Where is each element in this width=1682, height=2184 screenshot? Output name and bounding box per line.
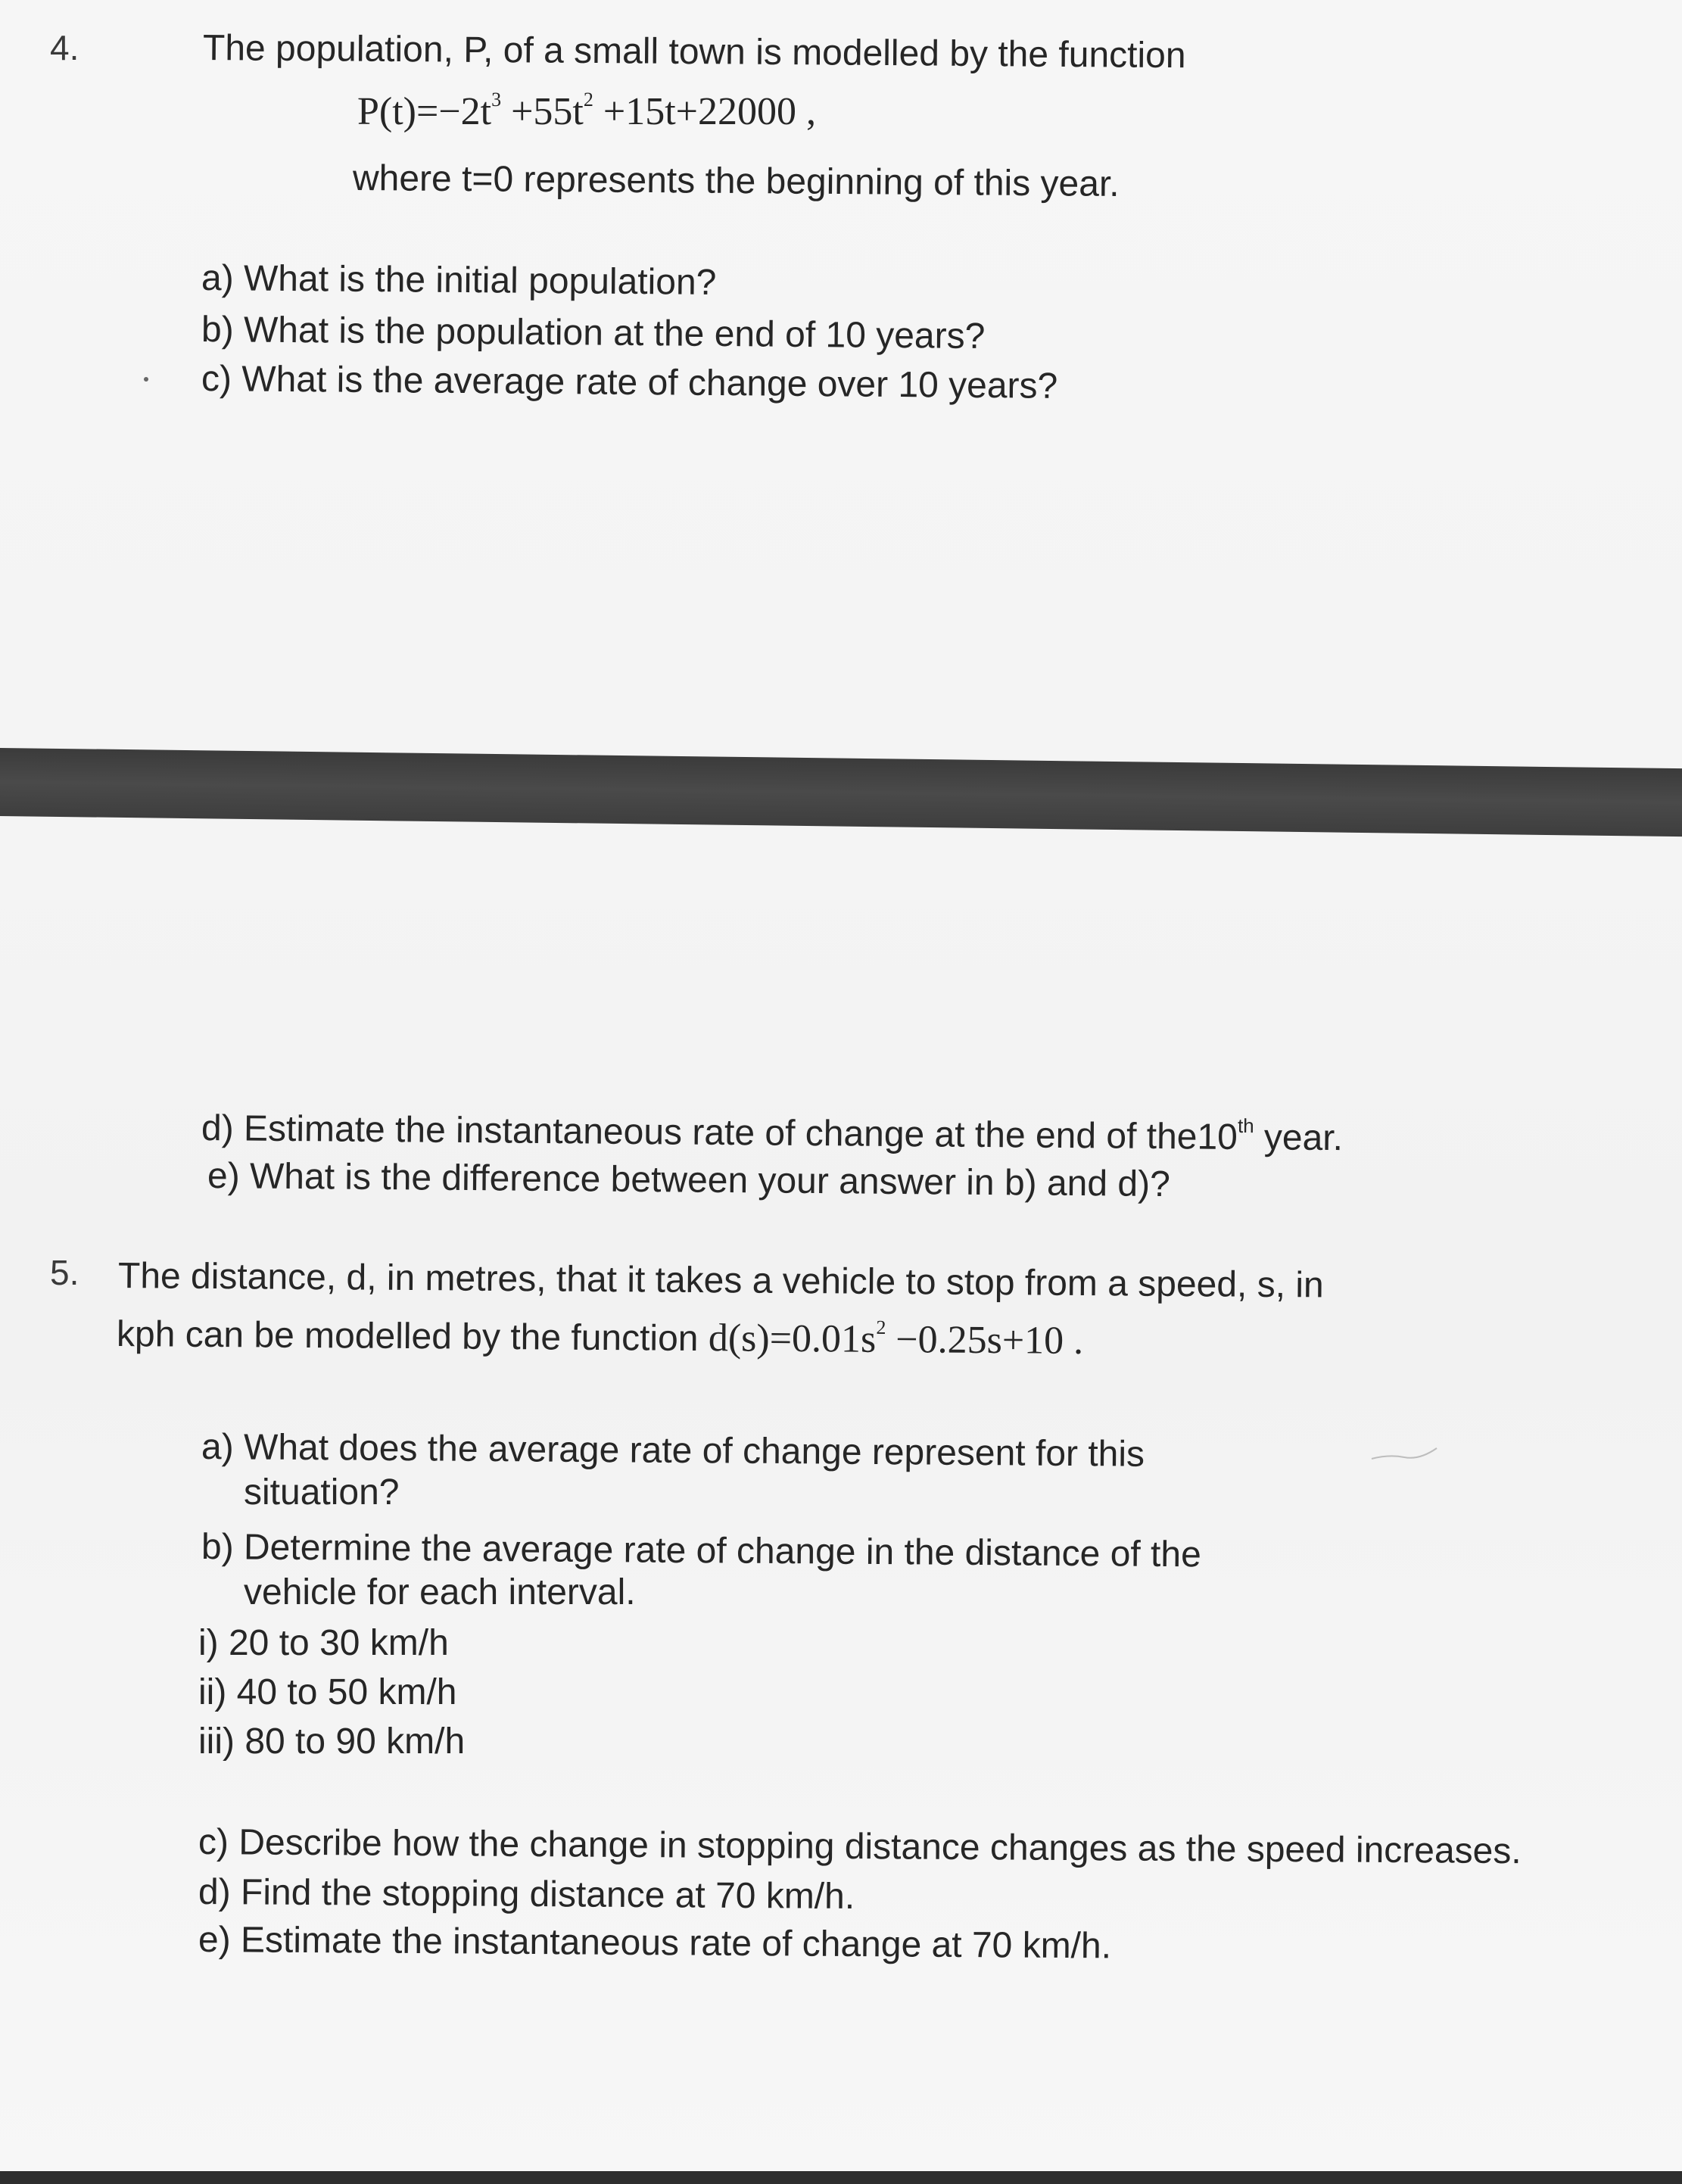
- question-5-part-e: e) Estimate the instantaneous rate of change at 70 km/h.: [198, 1920, 1112, 1967]
- question-4-part-b: b) What is the population at the end of 10 years?: [201, 310, 986, 357]
- part-d-text: d) Estimate the instantaneous rate of change at the end of the10: [201, 1108, 1238, 1157]
- interval-ii: ii) 40 to 50 km/h: [198, 1672, 457, 1712]
- question-5-number: 5.: [50, 1253, 79, 1292]
- exponent-2: 2: [876, 1316, 886, 1338]
- stray-mark: [144, 377, 148, 382]
- exponent-3: 3: [491, 89, 502, 111]
- function-rest: +15t+22000 ,: [593, 90, 816, 133]
- function-lhs: d(s)=0.01s: [708, 1316, 877, 1361]
- part-d-year: year.: [1254, 1117, 1344, 1159]
- question-5-part-d: d) Find the stopping distance at 70 km/h.: [198, 1872, 855, 1918]
- function-lhs: P(t)=−2t: [357, 90, 492, 133]
- question-4-part-e: e) What is the difference between your answer in b) and d)?: [207, 1156, 1170, 1205]
- question-5-part-a-line1: a) What does the average rate of change represent for this: [201, 1427, 1145, 1475]
- question-4-part-a: a) What is the initial population?: [201, 258, 717, 303]
- question-5-line2-text: kph can be modelled by the function: [116, 1314, 709, 1360]
- question-4-function: [357, 89, 816, 134]
- function-rest: −0.25s+10 .: [886, 1317, 1084, 1363]
- part-d-superscript: th: [1237, 1114, 1254, 1138]
- interval-i: i) 20 to 30 km/h: [198, 1623, 449, 1663]
- function-term: +55t: [501, 90, 584, 133]
- question-5-part-a-line2: situation?: [244, 1472, 400, 1513]
- question-5-function-line: [117, 1311, 1084, 1363]
- question-4-intro: The population, P, of a small town is modelled by the function: [202, 28, 1186, 76]
- exponent-2: 2: [583, 89, 593, 111]
- question-5-part-b-line2: vehicle for each interval.: [244, 1572, 636, 1612]
- question-4-part-c: c) What is the average rate of change over 10 years?: [201, 359, 1058, 407]
- question-5-function: [709, 1316, 1084, 1363]
- question-5-intro: The distance, d, in metres, that it takes a vehicle to stop from a speed, s, in: [117, 1256, 1324, 1306]
- question-4-part-d: [201, 1108, 1344, 1159]
- interval-iii: iii) 80 to 90 km/h: [198, 1721, 466, 1762]
- question-5-part-b-line1: b) Determine the average rate of change in the distance of the: [201, 1527, 1201, 1575]
- pencil-squiggle: [1370, 1442, 1438, 1465]
- bottom-edge: [0, 2171, 1682, 2184]
- screen-divider-bar: [0, 748, 1682, 837]
- question-4-number: 4.: [50, 28, 79, 67]
- question-4-where: where t=0 represents the beginning of this year.: [352, 158, 1120, 204]
- question-5-part-c: c) Describe how the change in stopping distance changes as the speed increases.: [198, 1822, 1522, 1872]
